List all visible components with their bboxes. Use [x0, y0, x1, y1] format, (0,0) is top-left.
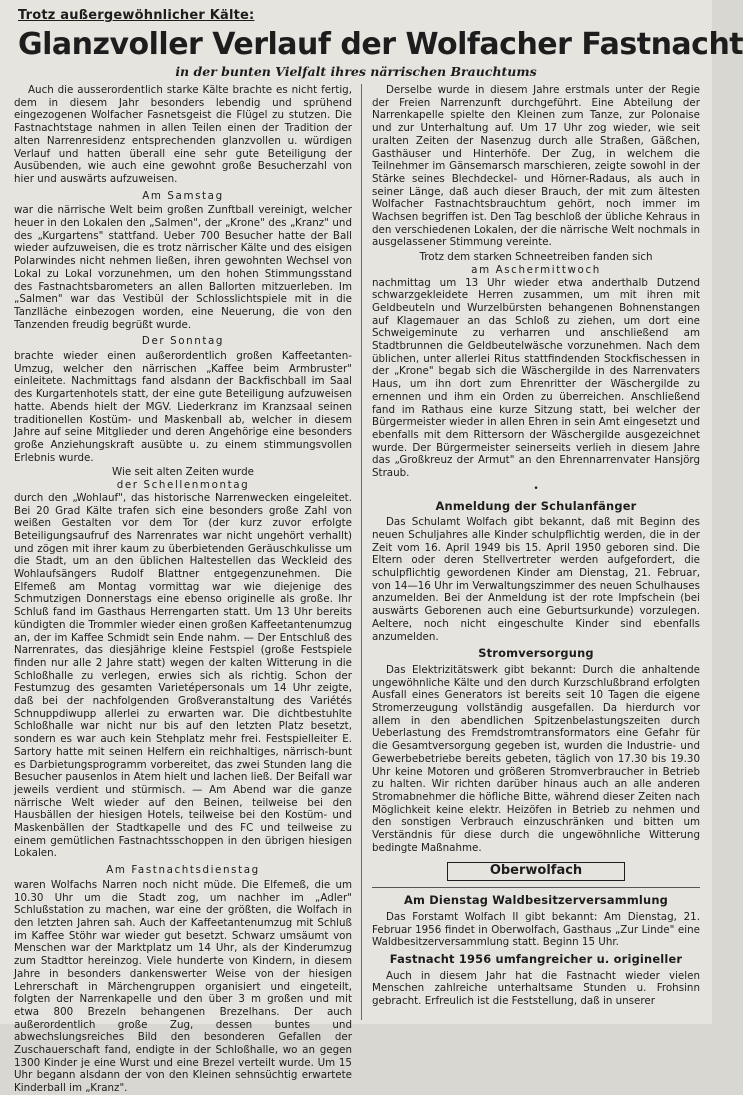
separator-bullet: • [533, 483, 539, 494]
left-column [14, 84, 352, 1095]
aschermittwoch-heading-line-1: Trotz dem starken Schneetreiben fanden sich [419, 251, 653, 264]
aschermittwoch-heading-line-2: am Aschermittwoch [471, 263, 601, 276]
section-heading-aschermittwoch [372, 251, 700, 276]
schellenmontag-paragraph: durch den „Wohlauf", das historische Narrenwecken eingeleitet. Bei 20 Grad Kälte trafen sich eine besonders große Zahl von weißen Gestalten vor dem Tor (der kurz zuvor erfolgte Beteiligungsaufruf des Narrenrates war nicht ungehört verhallt) und zögen mit ihrer kaum zu überbietenden Geräuschkulisse um die Stadt, um an den üblichen Haltestellen das Weckleid des Wohlaufsängers Rudolf Blattner entgegenzunehmen. Die Elfemeß am Montag vormittag war wie diejenige des Schmutzigen Donnerstags eine ebenso originelle als große. Ihr Schluß fand im Gasthaus Herrengarten statt. Um 13 Uhr bereits kündigten die Trommler wieder einen großen Kaffeetantenumzug an, der im Kaffee Schmidt sein Ende nahm. — Der Entschluß des Narrenrates, das diesjährige kleine Festspiel (große Festspiele finden nur alle 2 Jahre statt) wegen der kalten Witterung in die Schloßhalle zu verlegen, erwies sich als richtig. Schon der Festumzug des gesamten Varietépersonals um 14 Uhr zeigte, daß bei der nachfolgenden Großveranstaltung des Variétés Schnuppdiwupp allerlei zu erwarten war. Die dichtbestuhlte Schloßhalle war nicht nur bis auf den letzten Platz besetzt, sondern es war auch kein Stehplatz mehr frei. Festspielleiter E. Sartory hatte mit seinen Helfern ein reichhaltiges, närrisch-bunt es Darbietungsprogramm vorbereitet, das zwei Stunden lang die Besucher pausenlos in Atem hielt und lachen ließ. Der Beifall war jeweils verdient und stürmisch. — Am Abend war die ganze närrische Welt wieder auf den Beinen, teilweise bei den Hausbällen der hiesigen Hotels, teilweise bei den Kostüm- und Maskenbällen der Stadtkapelle und des FC und teilweise zu einem gemütlichen Fastnachtsschoppen in den übrigen hiesigen Lokalen. [14, 491, 352, 860]
schellenmontag-heading-line-2: der Schellenmontag [116, 479, 250, 492]
fastnacht-1956-heading: Fastnacht 1956 umfangreicher u. origineller [389, 952, 683, 966]
sonntag-paragraph: brachte wieder einen außerordentlich großen Kaffeetanten-Umzug, welcher den närrischen „Kaffee beim Armbruster" einleitete. Nachmittags fand alsdann der Backfischball im Saal des Kurgartenhotels statt, der eine gute Beteiligung aufzuweisen hatte. Abends hielt der MGV. Liederkranz im Kranzsaal seinen traditionellen Kostüm- und Maskenball ab, welcher in diesem Jahre auf seine Mitglieder und deren Angehörige eine besonders große Anziehungskraft ausübte u. zu einem stimmungsvollen Erlebnis wurde. [14, 350, 352, 464]
kinderball-paragraph: Derselbe wurde in diesem Jahre erstmals unter der Regie der Freien Narrenzunft durchgeführt. Eine Abteilung der Narrenkapelle spielte den Kleinen zum Tanze, zur Polonaise und zur Unterhaltung auf. Um 17 Uhr zog wieder, wie seit uralten Zeiten der Nasenzug durch alle Straßen, Gäßchen, Gasthäuser und Hinterhöfe. Der Zug, in welchem die Teilnehmer im Gänsemarsch marschieren, zeigte sowohl in der Stärke seines Blechdeckel- und Hörner-Radaus, als auch in seiner Länge, daß auch dieser Brauch, der mit zum ältesten Wolfacher Fastnachtsbrauchtum gehört, noch immer im Wachsen begriffen ist. Den Tag beschloß der übliche Kehraus in den verschiedenen Lokalen, der die närrische Welt nochmals in ausgelassener Stimmung vereinte. [372, 84, 700, 249]
aschermittwoch-paragraph: nachmittag um 13 Uhr wieder etwa anderthalb Dutzend schwarzgekleidete Herren zusammen, um mit ihren mit Geldbeuteln und Wurzelbürsten behangenen Bohnenstangen auf Klagemauer an das Schloß zu ziehen, um dort eine Schweigeminute zu verharren und anschließend am Stadtbrunnen die Geldbeutelwäsche vorzunehmen. Nach dem üblichen, unter allerlei Ritus stattfindenden Stockfischessen in der „Krone" begab sich die Wäschergilde in des Narrenvaters Haus, um ihn dort zum Ehrenritter der Wäschergilde zu ernennen und ihm ein Orden zu überreichen. Anschließend fand im Rathaus eine kurze Sitzung statt, bei welcher der Bürgermeister wieder in allen Ehren in sein Amt eingesetzt und ebenfalls mit dem Rittersorn der Wäschergilde ausgezeichnet wurde. Der Bürgermeister seinerseits verlieh in diesem Jahre das „Großkreuz der Armut" an den Ehrennarrenvater Hansjörg Straub. [372, 276, 700, 480]
oberwolfach-section-box: Oberwolfach [447, 862, 625, 881]
section-heading-sonntag: Der Sonntag [141, 335, 225, 348]
waldbesitzer-heading: Am Dienstag Waldbesitzerversammlung [403, 893, 668, 908]
schulanfaenger-paragraph: Das Schulamt Wolfach gibt bekannt, daß mit Beginn des neuen Schuljahres alle Kinder schulpflichtig werden, die in der Zeit vom 16. April 1949 bis 15. April 1950 geboren sind. Die Eltern oder deren Stellvertreter werden aufgefordert, die schulpflichtig gewordenen Kinder am Dienstag, 21. Februar, von 14—16 Uhr im Verwaltungszimmer des neuen Schulhauses anzumelden. Bei der Anmeldung ist der rote Impfschein (bei auswärts Geborenen auch eine Geburtsurkunde) vorzulegen. Aeltere, noch nicht eingeschulte Kinder sind ebenfalls anzumelden. [372, 516, 700, 643]
horizontal-rule [372, 887, 700, 888]
right-column [372, 84, 700, 1018]
column-divider [361, 84, 362, 1020]
intro-paragraph: Auch die ausserordentlich starke Kälte brachte es nicht fertig, dem in diesem Jahr besonders lebendig und sprühend eingezogenen Wolfacher Fasnetsgeist die Flügel zu stutzen. Die Fastnachtstage nahmen in allen Teilen einen der Tradition der alten Narrenresidenz entsprechenden glanzvollen u. würdigen Verlauf und hatten überall eine sehr gute Beteiligung der Ausübenden, wie auch eine gewohnt große Besucherzahl von hier und auswärts aufzuweisen. [14, 84, 352, 185]
stromversorgung-paragraph: Das Elektrizitätswerk gibt bekannt: Durch die anhaltende ungewöhnliche Kälte und den durch Kurzschlußbrand erfolgten Ausfall eines Generators ist bereits seit 10 Tagen die eigene Stromerzeugung vollständig ausgefallen. Da hierdurch vor allem in den abendlichen Spitzenbelastungszeiten durch Ueberlastung des Fremdstromtransformators eine Gefahr für die Gesamtversorgung gegeben ist, wurden die Industrie- und Gewerbebetriebe bereits gebeten, täglich von 17.30 bis 19.30 Uhr keine Motoren und größeren Stromverbraucher in Betrieb zu halten. Wir richten darüber hinaus auch an alle anderen Stromabnehmer die höfliche Bitte, während dieser Zeiten nach Möglichkeit keine elektr. Heizöfen in Betrieb zu nehmen und den sonstigen Verbrauch einzuschränken und bitten um Verständnis für diese durch die ungewöhnliche Witterung bedingte Maßnahme. [372, 663, 700, 854]
dienstag-paragraph: waren Wolfachs Narren noch nicht müde. Die Elfemeß, die um 10.30 Uhr um die Stadt zog, um nachher im „Adler" Schlußstation zu machen, war eine der größten, die Wolfach in den letzten Jahren sah. Auch der Kaffeetantenumzug mit Schluß im Kaffee Stöhr war wieder gut besetzt. Schwarz umsäumt von Menschen war der Marktplatz um 14 Uhr, als der Kinderumzug zum Stadttor hereinzog. Viele hunderte von Kindern, in diesem Jahre in besonders dankenswerter Weise von der hiesigen Lehrerschaft in Märchengruppen organisiert und eingeteilt, folgten der Narrenkapelle und den über 3 m großen und mit etwa 800 Brezeln behangenen Brezelhans. Der auch außerordentlich große Zug, dessen buntes und abwechslungsreiches Bild den besonderen Gefallen der Zuschauerschaft fand, endigte in der Schloßhalle, wo an gegen 1300 Kinder je eine Wurst und eine Brezel verteilt wurde. Um 15 Uhr begann alsdann der von den Kleinen sehnsüchtig erwartete Kinderball im „Kranz". [14, 878, 352, 1095]
section-heading-dienstag: Am Fastnachtsdienstag [106, 864, 260, 877]
stromversorgung-heading: Stromversorgung [478, 646, 594, 661]
section-heading-samstag: Am Samstag [142, 189, 224, 202]
section-heading-schellenmontag [14, 466, 352, 491]
fastnacht-1956-paragraph: Auch in diesem Jahr hat die Fastnacht wieder vielen Menschen zahlreiche unterhaltsame Stunden u. Frohsinn gebracht. Erfreulich ist die Feststellung, daß in unserer [372, 969, 700, 1008]
headline: Glanzvoller Verlauf der Wolfacher Fastnacht [18, 27, 743, 62]
subheadline: in der bunten Vielfalt ihres närrischen Brauchtums [175, 64, 537, 79]
schulanfaenger-heading: Anmeldung der Schulanfänger [435, 498, 637, 513]
oberwolfach-box-wrap [372, 862, 700, 881]
waldbesitzer-paragraph: Das Forstamt Wolfach II gibt bekannt: Am Dienstag, 21. Februar 1956 findet in Oberwolfach, Gasthaus „Zur Linde" eine Waldbesitzerversammlung statt. Beginn 15 Uhr. [372, 910, 700, 949]
schellenmontag-heading-line-1: Wie seit alten Zeiten wurde [112, 466, 254, 479]
samstag-paragraph: war die närrische Welt beim großen Zunftball vereinigt, welcher heuer in den Lokalen den „Salmen", der „Krone" des „Kranz" und des „Kurgartens" stattfand. Ueber 700 Besucher hatte der Ball wieder aufzuweisen, die es trotz närrischer Kälte und des eisigen Polarwindes nicht nehmen ließen, ihren gewohnten Wechsel von Lokal zu Lokal vorzunehmen, um den hohen Stimmungsstand des Fastnachtsbarometers an allen Ballorten mitzuerleben. Im „Salmen" war das Vestibül der Schlosslichtspiele mit in die Tanzlläche einbezogen worden, eine Neuerung, die von den Tanzenden freudig begrüßt wurde. [14, 204, 352, 331]
kicker: Trotz außergewöhnlicher Kälte: [18, 8, 255, 23]
